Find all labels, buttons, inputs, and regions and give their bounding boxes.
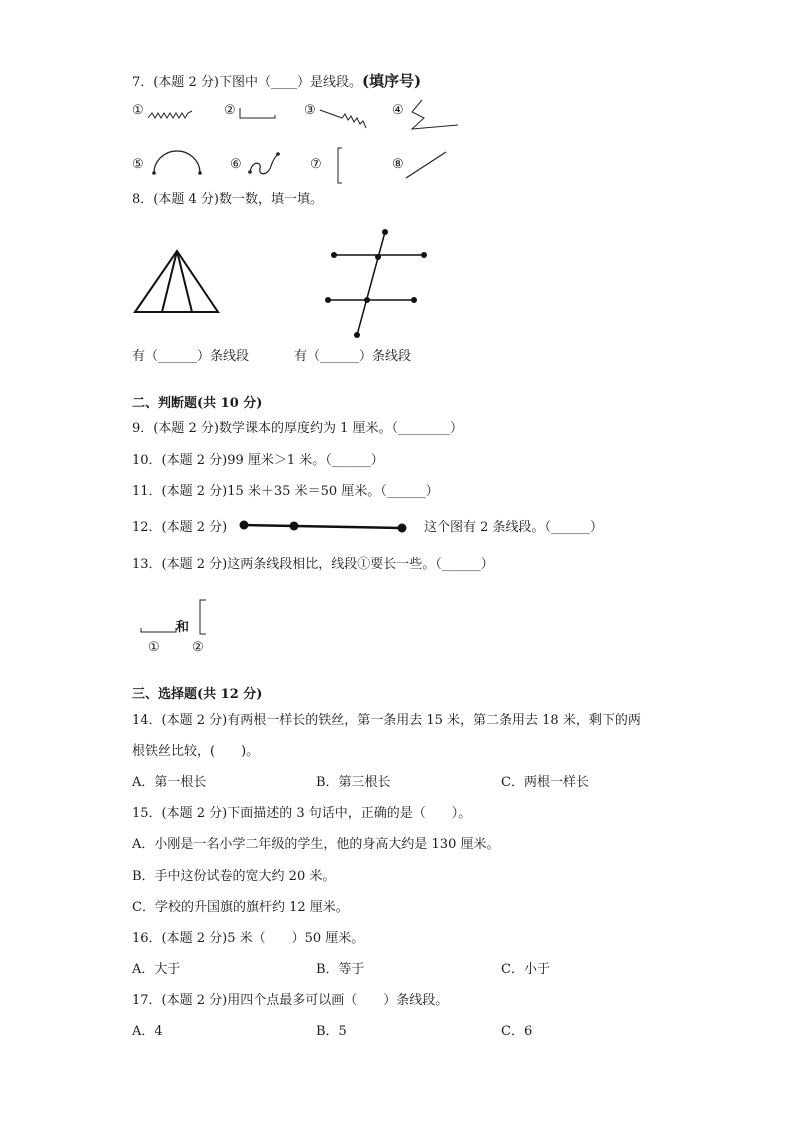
- q11-text: 11．(本题 2 分)15 米＋35 米＝50 厘米。（______）: [132, 484, 439, 499]
- broken-line-figure-4: [410, 98, 460, 132]
- figure-label-4: ④: [392, 103, 404, 118]
- figure-label-7: ⑦: [310, 157, 322, 172]
- crossing-lines-figure: [320, 226, 430, 341]
- q17-text: 17．(本题 2 分)用四个点最多可以画（ ）条线段。: [132, 993, 449, 1008]
- q15-text: 15．(本题 2 分)下面描述的 3 句话中，正确的是（ ）。: [132, 806, 472, 821]
- q12-prefix: 12．(本题 2 分): [132, 520, 228, 535]
- q7-text: 7．(本题 2 分)下图中（____）是线段。(填序号): [132, 72, 422, 90]
- q16-text: 16．(本题 2 分)5 米（ ）50 厘米。: [132, 931, 365, 946]
- figure-label-5: ⑤: [132, 157, 144, 172]
- q17-option-b[interactable]: B．5: [316, 1024, 347, 1039]
- q9-text: 9．(本题 2 分)数学课本的厚度约为 1 厘米。（________）: [132, 421, 463, 436]
- q16-option-b[interactable]: B．等于: [316, 962, 365, 977]
- bracket-segment-figure-2: [239, 106, 277, 120]
- figure-label-6: ⑥: [230, 157, 242, 172]
- q14-option-b[interactable]: B．第三根长: [316, 775, 391, 790]
- q13-label-1: ①: [148, 640, 160, 655]
- curve-figure-6: [246, 150, 282, 178]
- bracket-vertical-figure-7: [336, 147, 346, 185]
- zigzag-figure-1: [148, 108, 194, 122]
- q14-option-a[interactable]: A．第一根长: [132, 775, 207, 790]
- q12-suffix: 这个图有 2 条线段。（______）: [424, 520, 604, 535]
- q15-option-b[interactable]: B．手中这份试卷的宽大约 20 米。: [132, 869, 336, 884]
- q8-text: 8．(本题 4 分)数一数，填一填。: [132, 192, 323, 207]
- q13-text: 13．(本题 2 分)这两条线段相比，线段①要长一些。（______）: [132, 557, 494, 572]
- q14-line-2: 根铁丝比较，( )。: [132, 744, 260, 759]
- section-3-title: 三、选择题(共 12 分): [132, 687, 263, 702]
- q8-answer-2: 有（______）条线段: [294, 349, 412, 364]
- mixed-line-figure-3: [320, 108, 368, 130]
- figure-label-2: ②: [224, 103, 236, 118]
- arc-figure-5: [150, 150, 204, 176]
- q10-text: 10．(本题 2 分)99 厘米＞1 米。（______）: [132, 453, 384, 468]
- q13-label-2: ②: [192, 640, 204, 655]
- q15-option-c[interactable]: C．学校的升国旗的旗杆约 12 厘米。: [132, 900, 349, 915]
- section-2-title: 二、判断题(共 10 分): [132, 396, 263, 411]
- q16-option-a[interactable]: A．大于: [132, 962, 181, 977]
- q13-and: 和: [176, 620, 190, 635]
- q17-option-a[interactable]: A．4: [132, 1024, 163, 1039]
- q12-segment-figure: [238, 520, 408, 534]
- q17-option-c[interactable]: C．6: [501, 1024, 533, 1039]
- q16-option-c[interactable]: C．小于: [501, 962, 550, 977]
- figure-label-1: ①: [132, 103, 144, 118]
- triangle-figure: [132, 248, 222, 316]
- q8-answer-1: 有（______）条线段: [132, 349, 250, 364]
- figure-label-8: ⑧: [392, 157, 404, 172]
- figure-label-3: ③: [304, 103, 316, 118]
- q15-option-a[interactable]: A．小刚是一名小学二年级的学生，他的身高大约是 130 厘米。: [132, 837, 500, 852]
- q14-option-c[interactable]: C．两根一样长: [501, 775, 589, 790]
- straight-segment-figure-8: [404, 150, 448, 180]
- q14-line-1: 14．(本题 2 分)有两根一样长的铁丝，第一条用去 15 米，第二条用去 18 米，剩下的两: [132, 713, 641, 728]
